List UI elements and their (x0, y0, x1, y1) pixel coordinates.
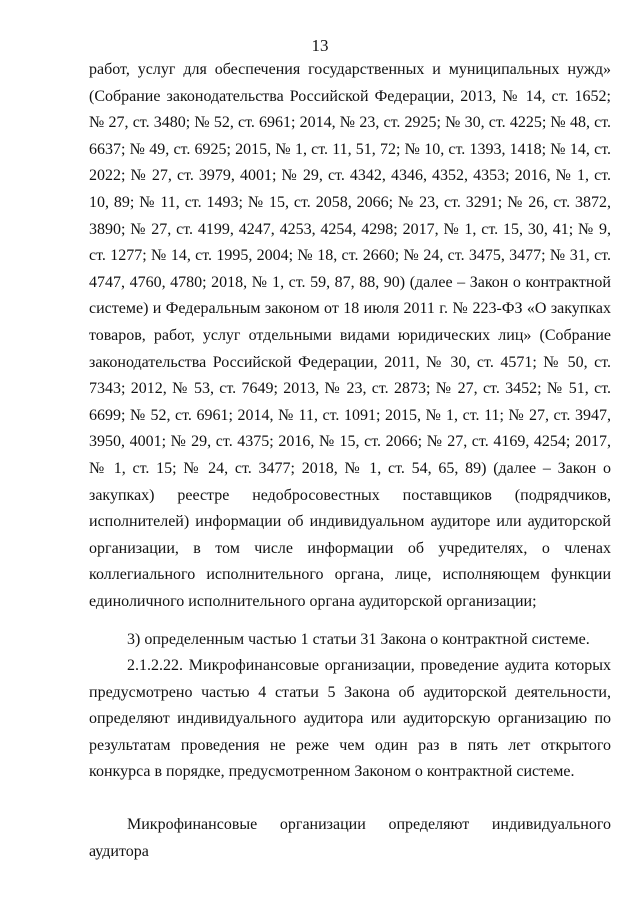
paragraph-item-3 (89, 627, 611, 654)
paragraph-microfinance-continuation (89, 812, 611, 865)
paragraph-text: работ, услуг для обеспечения государственных и муниципальных нужд» (Собрание законодательства Российской Федерации, 2013, № 14, ст. 1652; № 27, ст. 3480; № 52, ст. 6961; 2014, № 23, ст. 2925; № 30, ст. 4225; № 48, ст. 6637; № 49, ст. 6925; 2015, № 1, ст. 11, 51, 72; № 10, ст. 1393, 1418; № 14, ст. 2022; № 27, ст. 3979, 4001; № 29, ст. 4342, 4346, 4352, 4353; 2016, № 1, ст. 10, 89; № 11, ст. 1493; № 15, ст. 2058, 2066; № 23, ст. 3291; № 26, ст. 3872, 3890; № 27, ст. 4199, 4247, 4253, 4254, 4298; 2017, № 1, ст. 15, 30, 41; № 9, ст. 1277; № 14, ст. 1995, 2004; № 18, ст. 2660; № 24, ст. 3475, 3477; № 31, ст. 4747, 4760, 4780; 2018, № 1, ст. 59, 87, 88, 90) (далее – Закон о контрактной системе) и Федеральным законом от 18 июля 2011 г. № 223-ФЗ «О закупках товаров, работ, услуг отдельными видами юридических лиц» (Собрание законодательства Российской Федерации, 2011, № 30, ст. 4571; № 50, ст. 7343; 2012, № 53, ст. 7649; 2013, № 23, ст. 2873; № 27, ст. 3452; № 51, ст. 6699; № 52, ст. 6961; 2014, № 11, ст. 1091; 2015, № 1, ст. 11; № 27, ст. 3947, 3950, 4001; № 29, ст. 4375; 2016, № 15, ст. 2066; № 27, ст. 4169, 4254; 2017, № 1, ст. 15; № 24, ст. 3477; 2018, № 1, ст. 54, 65, 89) (далее – Закон о закупках) реестре недобросовестных поставщиков (подрядчиков, исполнителей) информации об индивидуальном аудиторе или аудиторской организации, в том числе информации об учредителях, о членах коллегиального исполнительного органа, лице, исполняющем функции единоличного исполнительного органа аудиторской организации; (89, 61, 611, 610)
paragraph-legal-references (89, 57, 611, 615)
page-number: 13 (311, 36, 329, 55)
paragraph-section-2-1-2-22 (89, 653, 611, 786)
paragraph-text: 3) определенным частью 1 статьи 31 Закона о контрактной системе. (127, 631, 590, 648)
paragraph-text: Микрофинансовые организации определяют индивидуального аудитора (89, 816, 611, 860)
paragraph-text: 2.1.2.22. Микрофинансовые организации, проведение аудита которых предусмотрено частью 4 статьи 5 Закона об аудиторской деятельности, определяют индивидуального аудитора или аудиторскую организацию по результатам проведения не реже чем один раз в пять лет открытого конкурса в порядке, предусмотренном Законом о контрактной системе. (89, 657, 611, 781)
